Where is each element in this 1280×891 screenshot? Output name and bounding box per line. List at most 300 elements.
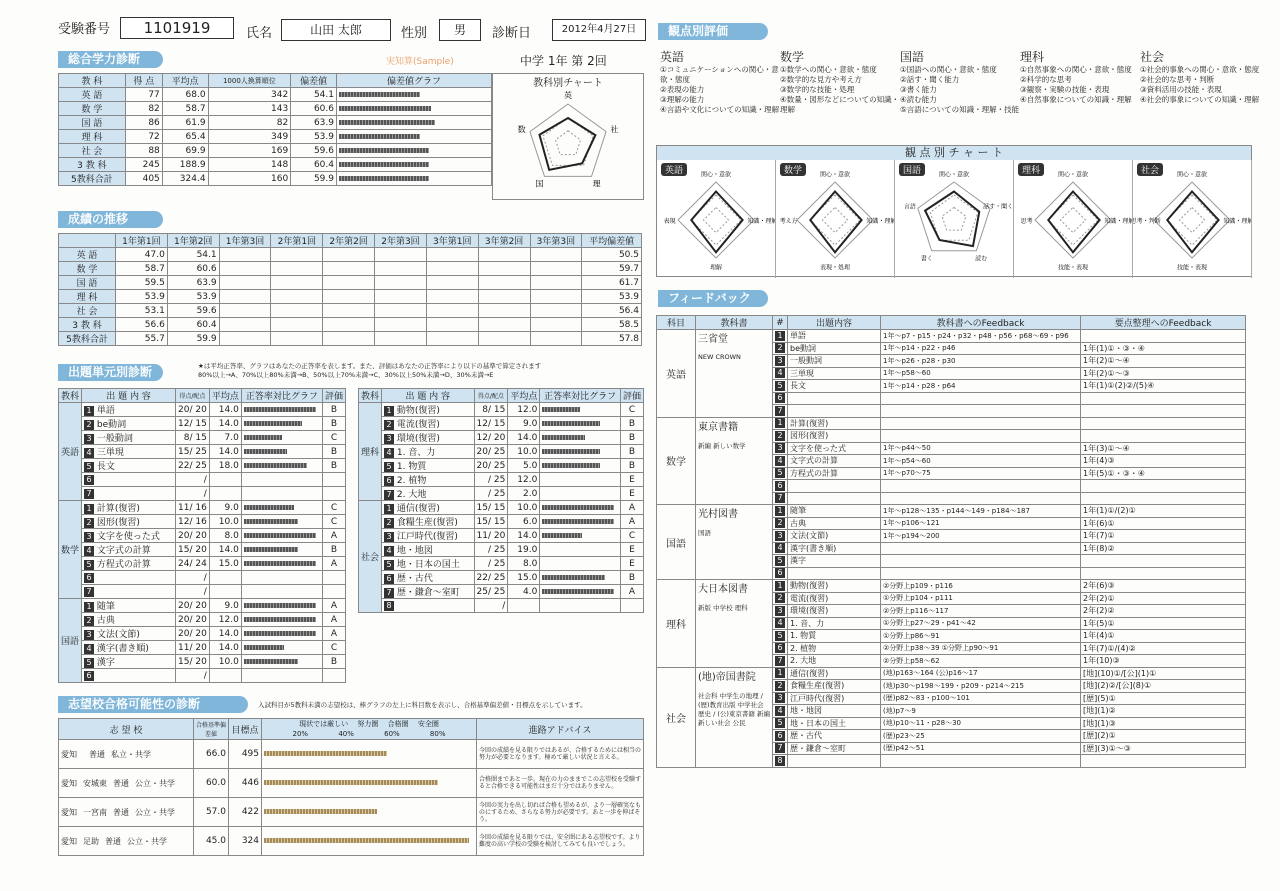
item-number: 7	[775, 743, 785, 753]
ratio-bar	[244, 421, 302, 426]
avg	[209, 585, 241, 599]
trend-table-wrap	[58, 233, 642, 346]
domain-topic	[82, 403, 176, 417]
feedback-number	[773, 592, 788, 605]
feedback-number	[773, 705, 788, 718]
radar-grid	[1048, 195, 1098, 245]
value-1-1: 59.5	[116, 276, 168, 290]
subject-radar-chart	[493, 89, 643, 199]
diagnosis-date: 2012年4月27日	[552, 19, 646, 41]
score-ratio: /	[176, 669, 210, 683]
radar-axis-label: 知識・理解	[1223, 218, 1251, 225]
kanten-item: ③書く能力	[900, 85, 937, 94]
empty-cell	[375, 332, 427, 346]
overall-col-5: 偏差値グラフ	[337, 74, 492, 88]
summary-feedback	[1081, 555, 1246, 568]
radar-axis-label: 思考	[1020, 218, 1033, 225]
ratio-bar-cell	[241, 557, 322, 571]
domain-row	[359, 431, 644, 445]
textbook-feedback: 1年～p44～50	[881, 442, 1081, 455]
summary-feedback: [歴](3)①～③	[1081, 742, 1246, 755]
evaluation: C	[322, 515, 345, 529]
topic-label: 地・日本の国土	[396, 560, 460, 570]
avg-deviation: 61.7	[582, 276, 642, 290]
kanten-radar	[1014, 160, 1132, 274]
deviation-bar	[339, 148, 429, 153]
kanten-subject-name: 社会	[1140, 50, 1165, 64]
topic-label: 2. 大地	[396, 490, 427, 500]
feedback-topic: 環境(復習)	[788, 605, 881, 618]
domain-col: 平均点	[508, 389, 540, 403]
feedback-topic: 図形(復習)	[788, 430, 881, 443]
possibility-bar-cell	[262, 769, 477, 798]
radar-grid	[1167, 195, 1217, 245]
empty-cell	[530, 262, 582, 276]
item-number: 6	[775, 568, 785, 578]
summary-feedback: 2年(6)③	[1081, 580, 1246, 593]
empty-cell	[426, 290, 478, 304]
kanten-item: ④数量・図形などについての知識・理解	[780, 95, 900, 114]
textbook-feedback: ①分野上p27～29・p41～42	[881, 617, 1081, 630]
feedback-topic: 2. 植物	[788, 642, 881, 655]
avg: 14.0	[209, 445, 241, 459]
target-score: 495	[229, 740, 262, 769]
school-kind: 普通	[113, 807, 129, 817]
feedback-row	[657, 330, 1246, 343]
avg: 14.0	[209, 627, 241, 641]
domain-row	[59, 473, 346, 487]
item-number: 6	[84, 671, 94, 681]
domain-topic	[82, 473, 176, 487]
deviation: 63.9	[291, 116, 337, 130]
target-school	[59, 740, 194, 769]
ratio-bar	[244, 617, 316, 622]
rank: 169	[208, 144, 291, 158]
radar-grid	[810, 195, 860, 245]
ratio-bar-cell	[241, 585, 322, 599]
topic-label: be動詞	[96, 420, 127, 430]
topic-label: 方程式の計算	[96, 560, 151, 570]
textbook-feedback: (地)p7～9	[881, 705, 1081, 718]
evaluation: B	[620, 459, 643, 473]
textbook-feedback: 1年～p26・p28・p30	[881, 355, 1081, 368]
trend-col: 2年第3回	[375, 234, 427, 248]
avg: 14.0	[508, 529, 540, 543]
ratio-bar-cell	[540, 515, 621, 529]
empty-cell	[375, 304, 427, 318]
score-ratio: / 25	[474, 473, 508, 487]
feedback-number	[773, 680, 788, 693]
feedback-row	[657, 667, 1246, 680]
ratio-bar	[244, 407, 316, 412]
domain-topic	[82, 627, 176, 641]
deviation: 60.6	[291, 102, 337, 116]
domain-col: 評価	[620, 389, 643, 403]
kanten-item: ①国語への関心・意欲・態度	[900, 65, 997, 74]
domain-topic	[82, 543, 176, 557]
domain-topic	[82, 655, 176, 669]
feedback-number	[773, 405, 788, 418]
domain-topic	[382, 403, 474, 417]
item-number: 2	[384, 518, 394, 528]
domain-col: 出 題 内 容	[382, 389, 474, 403]
domain-col: 正答率対比グラフ	[540, 389, 621, 403]
domain-topic	[82, 487, 176, 501]
feedback-col: 教科書	[696, 316, 773, 330]
textbook-feedback: (地)p163～164 (公)p16～17	[881, 667, 1081, 680]
feedback-topic: 2. 大地	[788, 655, 881, 668]
domain-topic	[382, 529, 474, 543]
evaluation: C	[620, 529, 643, 543]
school-kind: 普通	[105, 836, 121, 846]
evaluation: B	[322, 655, 345, 669]
evaluation: C	[620, 403, 643, 417]
radar-grid	[942, 207, 966, 230]
domain-row	[59, 501, 346, 515]
kanten-item: ①数学への関心・意欲・態度	[780, 65, 877, 74]
textbook-feedback: (歴)p82～83・p100～101	[881, 692, 1081, 705]
score-ratio: 20/ 20	[176, 627, 210, 641]
feedback-number	[773, 367, 788, 380]
empty-cell	[323, 290, 375, 304]
domain-row	[59, 627, 346, 641]
domain-subject: 社会	[359, 501, 382, 613]
deviation-bar	[339, 134, 420, 139]
score-ratio: 20/ 20	[176, 403, 210, 417]
textbook-feedback: 1年～p58～60	[881, 367, 1081, 380]
empty-cell	[271, 332, 323, 346]
target-school	[59, 769, 194, 798]
radar-grid	[1179, 207, 1204, 232]
subject-radar-title: 教科別チャート	[533, 78, 603, 89]
empty-cell	[271, 290, 323, 304]
kanten-item: ④言語や文化についての知識・理解	[660, 105, 780, 114]
evaluation: E	[620, 543, 643, 557]
ratio-bar-cell	[540, 571, 621, 585]
empty-cell	[426, 318, 478, 332]
kanten-subject	[1020, 48, 1140, 115]
feedback-col: 要点整理へのFeedback	[1081, 316, 1246, 330]
empty-cell	[478, 248, 530, 262]
score: 245	[125, 158, 162, 172]
ratio-bar	[542, 407, 580, 412]
kanten-item: ②科学的な思考	[1020, 75, 1072, 84]
kanten-subject-name: 国語	[900, 50, 925, 64]
school-school: 足助	[83, 836, 99, 846]
domain-topic	[82, 599, 176, 613]
domain-topic	[82, 641, 176, 655]
average: 58.7	[162, 102, 208, 116]
pass-row	[59, 740, 644, 769]
rank: 160	[208, 172, 291, 186]
empty-cell	[219, 290, 271, 304]
evaluation: B	[322, 445, 345, 459]
kanten-item: ③数学的な技能・処理	[780, 85, 855, 94]
avg	[508, 599, 540, 613]
domain-row	[359, 473, 644, 487]
kanten-item: ③理解の能力	[660, 95, 705, 104]
domain-topic	[82, 431, 176, 445]
kanten-subject	[660, 48, 780, 115]
summary-feedback: 2年(2)②	[1081, 605, 1246, 618]
item-number: 1	[84, 504, 94, 514]
radar-grid	[1060, 207, 1085, 232]
domain-row	[359, 515, 644, 529]
summary-feedback: [地](1)③	[1081, 717, 1246, 730]
item-number: 8	[384, 601, 394, 611]
feedback-topic: 漢字(書き順)	[788, 542, 881, 555]
topic-label: 2. 植物	[396, 476, 427, 486]
value-1-2: 59.9	[167, 332, 219, 346]
route-advice: 今回の実力を出し切れば合格も望めるが、より一層確実なものにするため、さらなる努力が必要です。あと一歩を伸ばそう。	[477, 798, 644, 827]
domain-row	[59, 459, 346, 473]
empty-cell	[219, 248, 271, 262]
average: 68.0	[162, 88, 208, 102]
textbook-feedback: ①分野上p86～91	[881, 630, 1081, 643]
summary-feedback: 1年(8)②	[1081, 542, 1246, 555]
tick-40: 40%	[338, 730, 354, 738]
radar-axis-label: 関心・意欲	[1176, 171, 1208, 179]
domain-topic	[382, 543, 474, 557]
domain-topic	[382, 473, 474, 487]
summary-feedback	[1081, 392, 1246, 405]
item-number: 4	[84, 448, 94, 458]
domain-left-table	[58, 388, 346, 683]
domain-row	[59, 529, 346, 543]
textbook-feedback	[881, 405, 1081, 418]
subject: 3 教 科	[59, 158, 126, 172]
ratio-bar-cell	[241, 669, 322, 683]
domain-topic	[382, 501, 474, 515]
topic-label: 随筆	[96, 602, 115, 612]
trend-banner: 成績の推移	[58, 211, 163, 228]
kanten-subject-name: 数学	[780, 50, 805, 64]
item-number: 1	[775, 506, 785, 516]
textbook-feedback: 1年～p194～200	[881, 530, 1081, 543]
radar-axis-label: 英	[564, 91, 572, 101]
textbook-sub: 社会科 中学生の地理 / (歴)教育出版 中学社会 歴史 / (公)東京書籍 新編 新しい社会 公民	[698, 691, 770, 727]
empty-cell	[478, 290, 530, 304]
pass-row	[59, 769, 644, 798]
item-number: 3	[775, 606, 785, 616]
textbook-feedback: ①分野上p104・p111	[881, 592, 1081, 605]
ratio-bar	[542, 435, 585, 440]
exam-no-label: 受験番号	[58, 22, 111, 37]
value-1-2: 63.9	[167, 276, 219, 290]
subject: 英 語	[59, 248, 116, 262]
item-number: 5	[384, 560, 394, 570]
item-number: 3	[84, 532, 94, 542]
kanten-subject	[1140, 48, 1260, 115]
domain-topic	[382, 459, 474, 473]
student-name: 山田 太郎	[281, 19, 391, 41]
score-ratio: /	[474, 599, 508, 613]
item-number: 7	[384, 588, 394, 598]
score: 405	[125, 172, 162, 186]
school-school: 安城東	[83, 778, 107, 788]
score: 82	[125, 102, 162, 116]
score-ratio: 20/ 20	[176, 529, 210, 543]
domain-col: 得点/配点	[176, 389, 210, 403]
summary-feedback: 1年(2)①～③	[1081, 367, 1246, 380]
feedback-number	[773, 605, 788, 618]
kanten-subject-name: 英語	[660, 50, 685, 64]
radar-axis-label: 関心・意欲	[700, 171, 732, 179]
tick-80: 80%	[429, 730, 446, 738]
avg-deviation: 58.5	[582, 318, 642, 332]
feedback-number	[773, 330, 788, 343]
summary-feedback	[1081, 755, 1246, 768]
avg: 14.0	[508, 431, 540, 445]
ratio-bar-cell	[241, 515, 322, 529]
rank: 82	[208, 116, 291, 130]
textbook-feedback: ②分野上p58～62	[881, 655, 1081, 668]
summary-feedback: 1年(10)③	[1081, 655, 1246, 668]
domain-topic	[82, 557, 176, 571]
kanten-chart-title: 観 点 別 チ ャ ー ト	[657, 146, 1251, 160]
school-school: 一宮南	[83, 807, 107, 817]
domain-row	[359, 417, 644, 431]
textbook-name: 三省堂	[698, 334, 728, 345]
tick-20: 20%	[292, 730, 309, 738]
summary-feedback: [地](10)①/[公](1)①	[1081, 667, 1246, 680]
textbook-feedback	[881, 555, 1081, 568]
ratio-bar	[244, 505, 294, 510]
radar-grid	[822, 207, 847, 232]
topic-label: 図形(復習)	[96, 518, 140, 528]
feedback-number	[773, 617, 788, 630]
domain-row	[59, 669, 346, 683]
empty-cell	[530, 290, 582, 304]
score-ratio: 12/ 16	[176, 515, 210, 529]
value-1-1: 53.1	[116, 304, 168, 318]
summary-feedback	[1081, 405, 1246, 418]
feedback-number	[773, 692, 788, 705]
pass-deviation: 60.0	[194, 769, 229, 798]
radar-axis-label: 関心・意欲	[938, 171, 970, 179]
evaluation: A	[322, 613, 345, 627]
kanten-item: ③観察・実験の技能・表現	[1020, 85, 1110, 94]
topic-label: 通信(復習)	[396, 504, 440, 514]
overall-row	[59, 102, 492, 116]
feedback-topic	[788, 492, 881, 505]
pass-col-dev: 合格基準偏差値	[194, 719, 229, 740]
feedback-row	[657, 580, 1246, 593]
route-advice: 合格圏まであと一歩。現在の力のままでこの志望校を受験すると合格できる可能性はまだ十分ではありません。	[477, 769, 644, 798]
feedback-col: 出題内容	[788, 316, 881, 330]
radar-axis-label: 知識・理解	[747, 218, 775, 225]
textbook-feedback	[881, 430, 1081, 443]
kanten-item: ③資料活用の技能・表現	[1140, 85, 1222, 94]
empty-cell	[478, 304, 530, 318]
ratio-bar-cell	[241, 459, 322, 473]
subject-radar-box	[492, 73, 644, 200]
ratio-bar	[244, 519, 298, 524]
subject: 社 会	[59, 304, 116, 318]
empty-cell	[219, 304, 271, 318]
trend-row	[59, 332, 642, 346]
feedback-number	[773, 742, 788, 755]
ratio-bar	[244, 645, 284, 650]
domain-topic	[82, 613, 176, 627]
ratio-bar	[542, 575, 605, 580]
empty-cell	[375, 276, 427, 290]
summary-feedback: 1年(2)①～④	[1081, 355, 1246, 368]
domain-row	[59, 515, 346, 529]
avg: 10.0	[209, 655, 241, 669]
domain-row	[359, 585, 644, 599]
avg: 15.0	[209, 557, 241, 571]
item-number: 1	[775, 418, 785, 428]
feedback-number	[773, 417, 788, 430]
pass-col-advice: 進路アドバイス	[477, 719, 644, 740]
textbook	[696, 330, 773, 418]
empty-cell	[323, 318, 375, 332]
item-number: 1	[775, 331, 785, 341]
overall-col-2: 平均点	[162, 74, 208, 88]
item-number: 4	[384, 546, 394, 556]
topic-label: 江戸時代(復習)	[396, 532, 458, 542]
empty-cell	[271, 304, 323, 318]
radar-axis-label: 関心・意欲	[1057, 171, 1089, 179]
empty-cell	[219, 332, 271, 346]
overall-row	[59, 88, 492, 102]
radar-axis-label: 理	[592, 179, 601, 189]
kanten-chart	[657, 160, 776, 278]
item-number: 1	[84, 406, 94, 416]
domain-subject: 国語	[59, 599, 82, 683]
domain-row	[359, 529, 644, 543]
score: 86	[125, 116, 162, 130]
feedback-number	[773, 467, 788, 480]
overall-col-4: 偏差値	[291, 74, 337, 88]
item-number: 6	[775, 481, 785, 491]
evaluation: E	[620, 473, 643, 487]
kanten-chart-tag: 社会	[1137, 163, 1163, 176]
item-number: 2	[384, 420, 394, 430]
deviation-bar-cell	[337, 158, 492, 172]
ratio-bar-cell	[241, 431, 322, 445]
score-ratio: 22/ 25	[176, 459, 210, 473]
feedback-topic: 地・日本の国土	[788, 717, 881, 730]
score-ratio: 15/ 20	[176, 655, 210, 669]
topic-label: 古典	[96, 616, 115, 626]
textbook-feedback	[881, 392, 1081, 405]
item-number: 6	[384, 574, 394, 584]
item-number: 4	[775, 618, 785, 628]
score-ratio: 8/ 15	[474, 403, 508, 417]
exam-no: 1101919	[120, 17, 234, 39]
domain-row	[59, 431, 346, 445]
item-number: 2	[775, 593, 785, 603]
value-1-2: 53.9	[167, 290, 219, 304]
domain-topic	[82, 501, 176, 515]
feedback-subject: 理科	[657, 580, 696, 668]
item-number: 6	[84, 475, 94, 485]
domain-topic	[82, 585, 176, 599]
rank: 342	[208, 88, 291, 102]
pass-deviation: 57.0	[194, 798, 229, 827]
evaluation: C	[322, 501, 345, 515]
topic-label: 文字式の計算	[96, 546, 151, 556]
avg	[209, 473, 241, 487]
item-number: 1	[775, 668, 785, 678]
ratio-bar-cell	[540, 445, 621, 459]
textbook-feedback: ②分野上p116～117	[881, 605, 1081, 618]
gender: 男	[439, 19, 481, 41]
kanten-chart-tag: 英語	[661, 163, 687, 176]
textbook-name: (地)帝国書院	[698, 671, 756, 683]
